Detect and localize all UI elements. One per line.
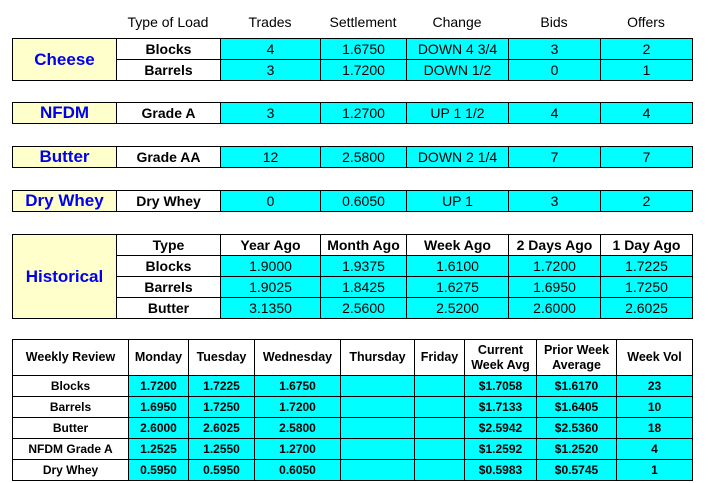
bids-cell: 3 — [509, 191, 601, 212]
settlement-cell: 1.6750 — [321, 39, 407, 60]
current-week-avg-cell: $1.7058 — [465, 376, 537, 397]
thursday-cell — [341, 418, 415, 439]
column-header: Prior Week Average — [537, 340, 617, 376]
row-type: Blocks — [117, 256, 221, 277]
bids-cell: 4 — [509, 103, 601, 124]
value-cell: 2.5600 — [321, 298, 407, 319]
header-change: Change — [432, 14, 482, 30]
column-header: Wednesday — [255, 340, 341, 376]
week-vol-cell: 23 — [617, 376, 693, 397]
column-header: 1 Day Ago — [601, 235, 693, 256]
current-week-avg-cell: $0.5983 — [465, 460, 537, 481]
column-header: Thursday — [341, 340, 415, 376]
tuesday-cell: 2.6025 — [189, 418, 255, 439]
settlement-cell: 1.7200 — [321, 60, 407, 81]
value-cell: 3.1350 — [221, 298, 321, 319]
trades-cell: 12 — [221, 147, 321, 168]
column-header: Type — [117, 235, 221, 256]
tuesday-cell: 1.2550 — [189, 439, 255, 460]
offers-cell: 2 — [601, 39, 693, 60]
drywhey-label: Dry Whey — [13, 191, 117, 212]
weekly-review-table — [12, 339, 693, 481]
table-row — [13, 235, 693, 256]
value-cell: 1.6100 — [407, 256, 509, 277]
prior-week-avg-cell: $1.6405 — [537, 397, 617, 418]
row-label: NFDM Grade A — [13, 439, 129, 460]
wednesday-cell: 1.7200 — [255, 397, 341, 418]
column-header: Month Ago — [321, 235, 407, 256]
tuesday-cell: 0.5950 — [189, 460, 255, 481]
bids-cell: 0 — [509, 60, 601, 81]
tuesday-cell: 1.7225 — [189, 376, 255, 397]
row-type: Barrels — [117, 277, 221, 298]
row-type: Barrels — [117, 60, 221, 81]
prior-week-avg-cell: $1.6170 — [537, 376, 617, 397]
header-type-of-load: Type of Load — [127, 14, 209, 30]
offers-cell: 1 — [601, 60, 693, 81]
value-cell: 2.6025 — [601, 298, 693, 319]
table-row — [13, 397, 693, 418]
header-bids: Bids — [540, 14, 568, 30]
header-trades: Trades — [248, 14, 292, 30]
header-settlement: Settlement — [329, 14, 397, 30]
settlement-cell: 0.6050 — [321, 191, 407, 212]
settlement-cell: 1.2700 — [321, 103, 407, 124]
row-type: Butter — [117, 298, 221, 319]
header-offers: Offers — [627, 14, 665, 30]
monday-cell: 1.7200 — [129, 376, 189, 397]
change-cell: DOWN 4 3/4 — [407, 39, 509, 60]
column-header: 2 Days Ago — [509, 235, 601, 256]
change-cell: UP 1 — [407, 191, 509, 212]
change-cell: DOWN 1/2 — [407, 60, 509, 81]
wednesday-cell: 2.5800 — [255, 418, 341, 439]
table-row — [13, 376, 693, 397]
monday-cell: 2.6000 — [129, 418, 189, 439]
value-cell: 1.7250 — [601, 277, 693, 298]
column-header: Friday — [415, 340, 465, 376]
value-cell: 1.8425 — [321, 277, 407, 298]
settlement-cell: 2.5800 — [321, 147, 407, 168]
row-type: Blocks — [117, 39, 221, 60]
table-header-row — [13, 340, 693, 376]
table-row — [13, 191, 693, 212]
table-row — [13, 439, 693, 460]
monday-cell: 1.2525 — [129, 439, 189, 460]
wednesday-cell: 0.6050 — [255, 460, 341, 481]
friday-cell — [415, 376, 465, 397]
value-cell: 1.9375 — [321, 256, 407, 277]
value-cell: 1.6950 — [509, 277, 601, 298]
row-label: Blocks — [13, 376, 129, 397]
table-row — [13, 103, 693, 124]
week-vol-cell: 4 — [617, 439, 693, 460]
trades-cell: 3 — [221, 103, 321, 124]
column-header: Weekly Review — [13, 340, 129, 376]
table-row — [13, 147, 693, 168]
nfdm-label: NFDM — [13, 103, 117, 124]
trades-cell: 4 — [221, 39, 321, 60]
value-cell: 1.9025 — [221, 277, 321, 298]
friday-cell — [415, 397, 465, 418]
week-vol-cell: 18 — [617, 418, 693, 439]
value-cell: 2.6000 — [509, 298, 601, 319]
column-header: Monday — [129, 340, 189, 376]
thursday-cell — [341, 439, 415, 460]
current-week-avg-cell: $1.2592 — [465, 439, 537, 460]
column-header: Week Ago — [407, 235, 509, 256]
bids-cell: 3 — [509, 39, 601, 60]
thursday-cell — [341, 376, 415, 397]
value-cell: 2.5200 — [407, 298, 509, 319]
cheese-table — [12, 38, 693, 81]
offers-cell: 4 — [601, 103, 693, 124]
table-row — [13, 39, 693, 60]
thursday-cell — [341, 397, 415, 418]
tuesday-cell: 1.7250 — [189, 397, 255, 418]
thursday-cell — [341, 460, 415, 481]
table-row — [13, 418, 693, 439]
cheese-label: Cheese — [13, 39, 117, 81]
row-type: Grade AA — [117, 147, 221, 168]
value-cell: 1.6275 — [407, 277, 509, 298]
change-cell: UP 1 1/2 — [407, 103, 509, 124]
column-header: Current Week Avg — [465, 340, 537, 376]
monday-cell: 0.5950 — [129, 460, 189, 481]
week-vol-cell: 1 — [617, 460, 693, 481]
prior-week-avg-cell: $1.2520 — [537, 439, 617, 460]
butter-table — [12, 146, 693, 168]
monday-cell: 1.6950 — [129, 397, 189, 418]
wednesday-cell: 1.6750 — [255, 376, 341, 397]
butter-label: Butter — [13, 147, 117, 168]
column-header: Year Ago — [221, 235, 321, 256]
trades-cell: 0 — [221, 191, 321, 212]
historical-label: Historical — [13, 235, 117, 319]
wednesday-cell: 1.2700 — [255, 439, 341, 460]
row-type: Grade A — [117, 103, 221, 124]
value-cell: 1.7200 — [509, 256, 601, 277]
column-header: Tuesday — [189, 340, 255, 376]
current-week-avg-cell: $2.5942 — [465, 418, 537, 439]
offers-cell: 7 — [601, 147, 693, 168]
current-week-avg-cell: $1.7133 — [465, 397, 537, 418]
prior-week-avg-cell: $0.5745 — [537, 460, 617, 481]
nfdm-table — [12, 102, 693, 124]
row-label: Butter — [13, 418, 129, 439]
friday-cell — [415, 460, 465, 481]
week-vol-cell: 10 — [617, 397, 693, 418]
column-header: Week Vol — [617, 340, 693, 376]
value-cell: 1.7225 — [601, 256, 693, 277]
change-cell: DOWN 2 1/4 — [407, 147, 509, 168]
offers-cell: 2 — [601, 191, 693, 212]
value-cell: 1.9000 — [221, 256, 321, 277]
prior-week-avg-cell: $2.5360 — [537, 418, 617, 439]
historical-table — [12, 234, 693, 319]
friday-cell — [415, 418, 465, 439]
friday-cell — [415, 439, 465, 460]
row-label: Barrels — [13, 397, 129, 418]
trades-cell: 3 — [221, 60, 321, 81]
table-row — [13, 460, 693, 481]
row-type: Dry Whey — [117, 191, 221, 212]
bids-cell: 7 — [509, 147, 601, 168]
drywhey-table — [12, 190, 693, 212]
row-label: Dry Whey — [13, 460, 129, 481]
